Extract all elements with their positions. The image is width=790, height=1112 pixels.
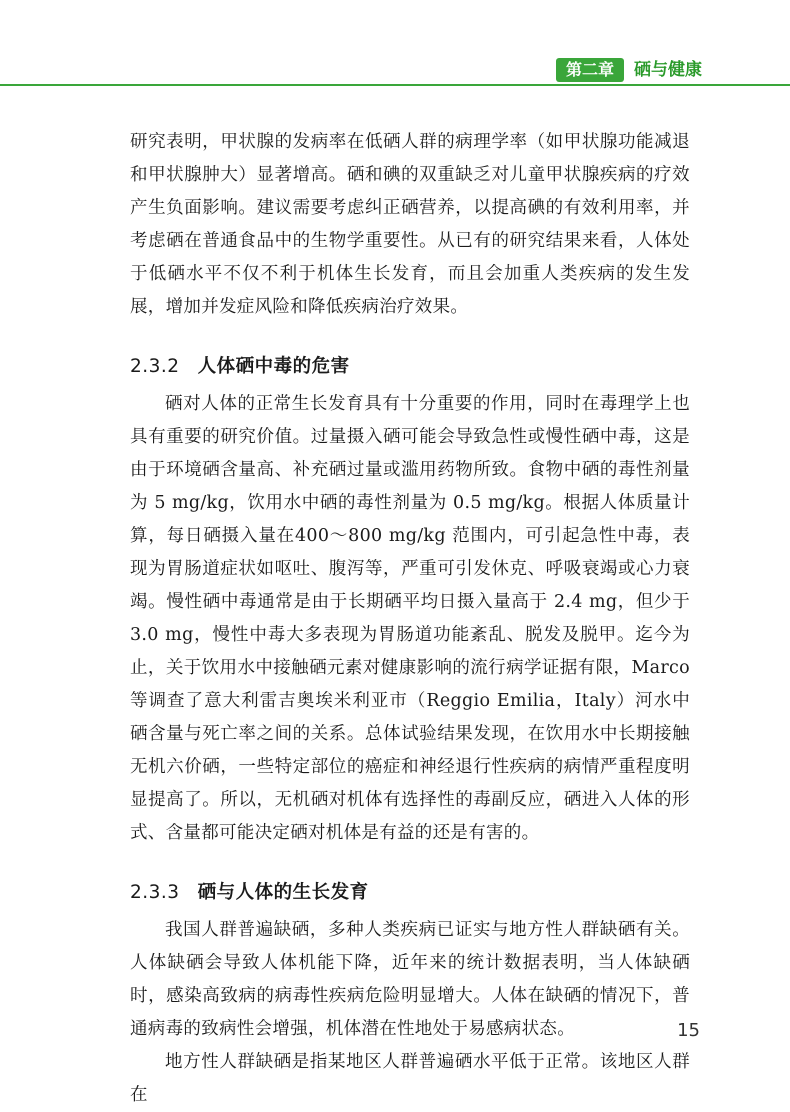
section-title: 硒与人体的生长发育 (197, 882, 369, 903)
paragraph-growth-2: 地方性人群缺硒是指某地区人群普遍硒水平低于正常。该地区人群在 (130, 1052, 690, 1105)
section-number: 2.3.2 (130, 356, 180, 377)
page-number: 15 (677, 1020, 700, 1041)
page-body (130, 126, 690, 1112)
section-number: 2.3.3 (130, 882, 180, 903)
section-heading-2-3-2 (130, 352, 690, 382)
paragraph-selenium-toxicity: 硒对人体的正常生长发育具有十分重要的作用，同时在毒理学上也具有重要的研究价值。过量摄入硒可能会导致急性或慢性硒中毒，这是由于环境硒含量高、补充硒过量或滥用药物所致。食物中硒的毒性剂量为 5 mg/kg，饮用水中硒的毒性剂量为 0.5 mg/kg。根据人体质量计算，每日硒摄入量在400～800 mg/kg 范围内，可引起急性中毒，表现为胃肠道症状如呕吐、腹泻等，严重可引发休克、呼吸衰竭或心力衰竭。慢性硒中毒通常是由于长期硒平均日摄入量高于 2.4 mg，但少于 3.0 mg，慢性中毒大多表现为胃肠道功能紊乱、脱发及脱甲。迄今为止，关于饮用水中接触硒元素对健康影响的流行病学证据有限，Marco 等调查了意大利雷吉奥埃米利亚市（Reggio Emilia，Italy）河水中硒含量与死亡率之间的关系。总体试验结果发现，在饮用水中长期接触无机六价硒，一些特定部位的癌症和神经退行性疾病的病情严重程度明显提高了。所以，无机硒对机体有选择性的毒副反应，硒进入人体的形式、含量都可能决定硒对机体是有益的还是有害的。 (130, 394, 690, 843)
chapter-title: 硒与健康 (634, 60, 702, 80)
paragraph-growth-1: 我国人群普遍缺硒，多种人类疾病已证实与地方性人群缺硒有关。人体缺硒会导致人体机能下降，近年来的统计数据表明，当人体缺硒时，感染高致病的病毒性疾病危险明显增大。人体在缺硒的情况下，普通病毒的致病性会增强，机体潜在性地处于易感病状态。 (130, 920, 690, 1039)
section-title: 人体硒中毒的危害 (197, 356, 350, 377)
chapter-badge: 第二章 (556, 58, 624, 82)
paragraph-continued: 研究表明，甲状腺的发病率在低硒人群的病理学率（如甲状腺功能减退和甲状腺肿大）显著增高。硒和碘的双重缺乏对儿童甲状腺疾病的疗效产生负面影响。建议需要考虑纠正硒营养，以提高碘的有效利用率，并考虑硒在普通食品中的生物学重要性。从已有的研究结果来看，人体处于低硒水平不仅不利于机体生长发育，而且会加重人类疾病的发生发展，增加并发症风险和降低疾病治疗效果。 (130, 132, 690, 317)
header-rule (0, 84, 790, 86)
chapter-header (556, 58, 702, 82)
section-heading-2-3-3 (130, 878, 690, 908)
